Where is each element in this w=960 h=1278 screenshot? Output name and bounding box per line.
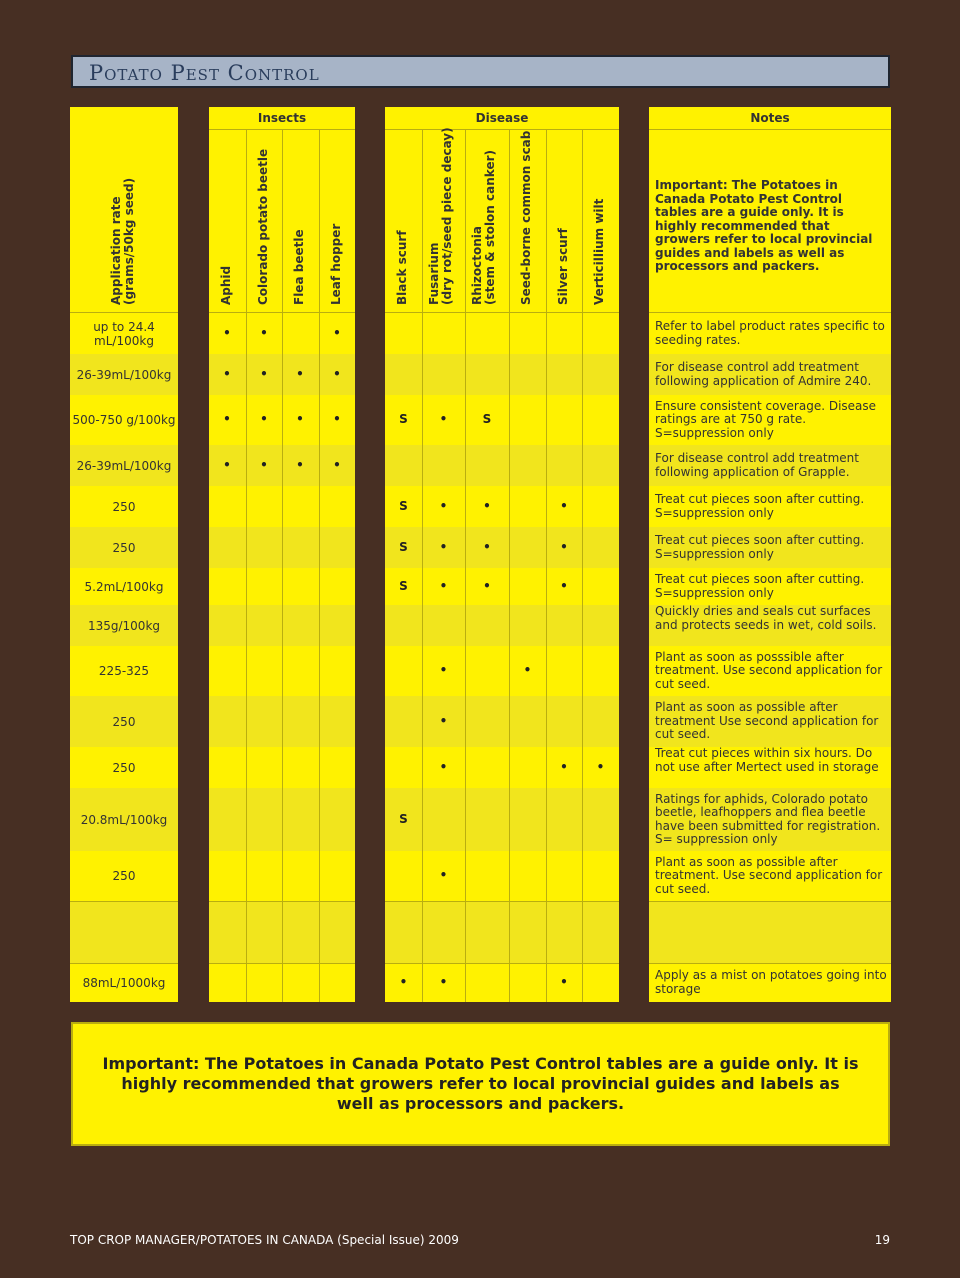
disease-name: Silver scurf bbox=[556, 228, 570, 305]
column-divider bbox=[465, 129, 466, 1002]
insect-column-header: Aphid bbox=[219, 265, 233, 305]
row-note: Treat cut pieces soon after cutting. S=suppression only bbox=[655, 492, 865, 520]
notes-panel bbox=[649, 107, 891, 1002]
application-rate-cell bbox=[70, 754, 178, 782]
disease-mark: • bbox=[439, 713, 448, 728]
disease-mark: • bbox=[560, 539, 568, 554]
application-rate-cell bbox=[70, 657, 178, 685]
disease-mark: S bbox=[399, 578, 408, 593]
disease-panel bbox=[385, 107, 619, 1002]
disease-column-header bbox=[428, 105, 456, 305]
disease-name: Seed-borne common scab bbox=[519, 130, 533, 305]
row-note: Ensure consistent coverage. Disease ratings are at 750 g rate. S=suppression only bbox=[655, 398, 877, 440]
row-band bbox=[385, 445, 619, 486]
header-divider bbox=[649, 312, 891, 313]
insect-mark: • bbox=[260, 366, 268, 381]
disease-mark: • bbox=[483, 539, 491, 554]
rate-value: 5.2mL/100kg bbox=[84, 579, 164, 594]
notes-header: Notes bbox=[649, 107, 891, 130]
disease-mark: • bbox=[560, 498, 568, 513]
row-note: Plant as soon as posssible after treatment. Use second application for cut seed. bbox=[655, 649, 883, 691]
rate-value: 135g/100kg bbox=[87, 618, 161, 633]
insect-mark: • bbox=[223, 412, 231, 426]
insect-column-header: Colorado potato beetle bbox=[256, 148, 270, 305]
rate-value: 250 bbox=[112, 714, 136, 729]
rate-value: up to 24.4 mL/100kg bbox=[93, 319, 155, 348]
disease-mark: • bbox=[439, 498, 448, 513]
rate-value: 88mL/1000kg bbox=[82, 975, 166, 990]
insect-column-header: Leaf hopper bbox=[329, 223, 343, 305]
header-note: Important: The Potatoes in Canada Potato Pest Control tables are a guide only. It is highly recommended that growers refer to local provincial guides and labels as well as processors and packers. bbox=[655, 178, 873, 273]
row-band bbox=[385, 646, 619, 696]
application-rate-header bbox=[110, 105, 138, 305]
insect-mark: • bbox=[223, 366, 231, 381]
disease-mark: S bbox=[399, 811, 408, 826]
disease-mark: • bbox=[560, 759, 568, 774]
disease-column-header bbox=[593, 105, 609, 305]
rate-value: 26-39mL/100kg bbox=[76, 458, 172, 473]
rate-value: 250 bbox=[112, 499, 136, 514]
row-note: Apply as a mist on potatoes going into storage bbox=[655, 968, 887, 996]
application-rate-cell bbox=[70, 361, 178, 389]
disease-name: Verticillium wilt bbox=[592, 198, 606, 305]
disease-column-header bbox=[520, 105, 536, 305]
application-rate-cell bbox=[70, 862, 178, 890]
disease-mark: • bbox=[483, 578, 491, 593]
application-rate-cell bbox=[70, 573, 178, 601]
page-title: Potato Pest Control bbox=[89, 61, 320, 85]
row-note: Ratings for aphids, Colorado potato beetle, leafhoppers and flea beetle have been submitted for registration. S= suppression only bbox=[655, 791, 881, 846]
disease-mark: • bbox=[560, 578, 568, 593]
column-divider bbox=[246, 129, 247, 1002]
disease-name: Black scurf bbox=[395, 230, 409, 305]
disease-mark: • bbox=[439, 663, 448, 677]
disease-name: Rhizoctonia bbox=[470, 226, 484, 305]
insect-mark: • bbox=[223, 457, 231, 472]
disease-mark: • bbox=[523, 663, 532, 677]
insect-mark: • bbox=[333, 325, 341, 340]
disease-header: Disease bbox=[385, 107, 619, 130]
disease-mark: • bbox=[439, 578, 448, 593]
application-rate-cell bbox=[70, 320, 178, 348]
insects-panel bbox=[209, 107, 355, 1002]
header-divider bbox=[209, 312, 355, 313]
footer-publication: TOP CROP MANAGER/POTATOES IN CANADA (Special Issue) 2009 bbox=[70, 1233, 459, 1247]
row-note: Plant as soon as possible after treatment Use second application for cut seed. bbox=[655, 700, 879, 742]
application-rate-label: Application rate bbox=[109, 196, 123, 305]
disease-mark: • bbox=[399, 974, 408, 989]
column-divider bbox=[509, 129, 510, 1002]
row-note: Treat cut pieces within six hours. Do not use after Mertect used in storage bbox=[655, 746, 879, 774]
column-divider bbox=[282, 129, 283, 1002]
column-divider bbox=[319, 129, 320, 1002]
insect-mark: • bbox=[296, 366, 304, 381]
row-band bbox=[385, 901, 619, 963]
row-band bbox=[385, 851, 619, 901]
important-box bbox=[71, 1022, 890, 1146]
insect-mark: • bbox=[260, 457, 268, 472]
row-note: Treat cut pieces soon after cutting. S=suppression only bbox=[655, 572, 865, 600]
column-divider bbox=[582, 129, 583, 1002]
insect-mark: • bbox=[333, 412, 341, 426]
rate-value: 250 bbox=[112, 869, 136, 883]
disease-mark: S bbox=[482, 412, 492, 426]
row-band bbox=[385, 605, 619, 646]
disease-column-header bbox=[471, 105, 499, 305]
row-band bbox=[385, 354, 619, 395]
rate-value: 26-39mL/100kg bbox=[76, 367, 172, 382]
disease-mark: • bbox=[439, 868, 448, 882]
application-rate-cell bbox=[70, 918, 178, 946]
disease-mark: • bbox=[439, 412, 448, 426]
insect-mark: • bbox=[260, 412, 268, 426]
disease-column-header bbox=[557, 105, 573, 305]
disease-column-header bbox=[396, 105, 412, 305]
column-divider bbox=[546, 129, 547, 1002]
application-rate-cell bbox=[70, 493, 178, 521]
application-rate-cell bbox=[70, 452, 178, 480]
disease-mark: • bbox=[439, 759, 448, 774]
application-rate-cell bbox=[70, 708, 178, 736]
disease-mark: • bbox=[439, 974, 448, 989]
disease-mark: • bbox=[596, 759, 605, 774]
disease-mark: • bbox=[560, 974, 568, 989]
insect-mark: • bbox=[296, 412, 304, 426]
row-band bbox=[385, 313, 619, 354]
disease-detail: (dry rot/seed piece decay) bbox=[440, 127, 454, 305]
disease-mark: S bbox=[399, 498, 408, 513]
application-rate-cell bbox=[70, 969, 178, 997]
insect-mark: • bbox=[333, 366, 341, 381]
title-bar bbox=[71, 55, 890, 88]
row-note: Treat cut pieces soon after cutting. S=suppression only bbox=[655, 533, 865, 561]
application-rate-cell bbox=[70, 406, 178, 434]
rate-value: 250 bbox=[112, 540, 136, 555]
insect-mark: • bbox=[223, 325, 231, 340]
rate-value: 225-325 bbox=[98, 664, 150, 678]
important-text: Important: The Potatoes in Canada Potato Pest Control tables are a guide only. It is highly recommended that growers refer to local provincial guides and labels as well as processors and packers. bbox=[102, 1054, 859, 1113]
row-note: For disease control add treatment following application of Grapple. bbox=[655, 451, 859, 479]
disease-detail: (stem & stolon canker) bbox=[483, 150, 497, 305]
disease-mark: S bbox=[399, 539, 408, 554]
disease-mark: • bbox=[483, 498, 491, 513]
application-rate-cell bbox=[70, 806, 178, 834]
application-rate-cell bbox=[70, 534, 178, 562]
insects-header: Insects bbox=[209, 107, 355, 130]
insect-mark: • bbox=[333, 457, 341, 472]
row-note: For disease control add treatment following application of Admire 240. bbox=[655, 360, 872, 388]
rate-value: 250 bbox=[112, 760, 136, 775]
application-rate-column bbox=[70, 107, 178, 1002]
footer-page-number: 19 bbox=[874, 1233, 890, 1247]
application-rate-cell bbox=[70, 612, 178, 640]
rate-value: 500-750 g/100kg bbox=[72, 413, 176, 427]
disease-mark: S bbox=[399, 412, 408, 426]
application-rate-unit: (grams/50kg seed) bbox=[122, 177, 136, 305]
row-note: Refer to label product rates specific to seeding rates. bbox=[655, 319, 885, 347]
rate-value: 20.8mL/100kg bbox=[80, 812, 168, 827]
row-note: Plant as soon as possible after treatment. Use second application for cut seed. bbox=[655, 854, 883, 896]
header-divider bbox=[70, 312, 178, 313]
row-note: Quickly dries and seals cut surfaces and protects seeds in wet, cold soils. bbox=[655, 604, 877, 632]
insect-column-header: Flea beetle bbox=[292, 229, 306, 305]
disease-name: Fusarium bbox=[427, 242, 441, 305]
disease-mark: • bbox=[439, 539, 448, 554]
row-band bbox=[649, 901, 891, 963]
insect-mark: • bbox=[260, 325, 268, 340]
row-band bbox=[385, 696, 619, 747]
header-divider bbox=[385, 312, 619, 313]
insect-mark: • bbox=[296, 457, 304, 472]
